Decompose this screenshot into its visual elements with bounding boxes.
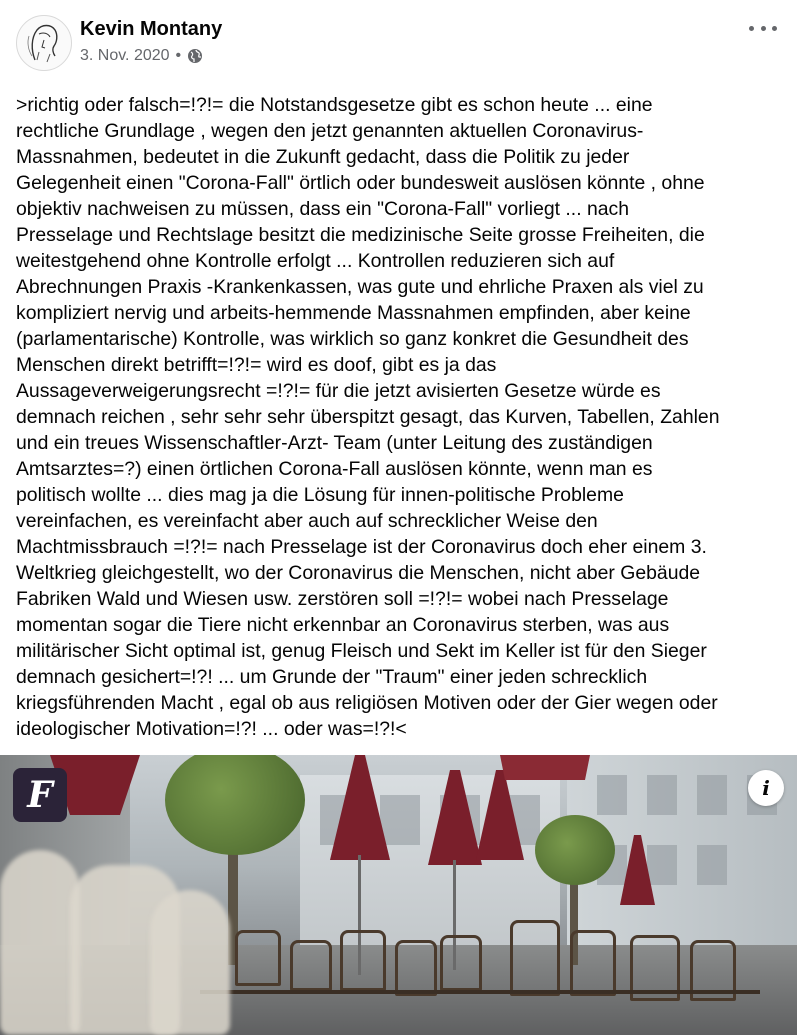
post-meta xyxy=(80,47,203,65)
more-dot xyxy=(772,26,777,31)
post-text-line: >richtig oder falsch=!?!= die Notstandsgesetze gibt es schon heute ... eine xyxy=(16,94,653,116)
post-text-line: und ein treues Wissenschaftler-Arzt- Team (unter Leitung des zuständigen xyxy=(16,432,653,454)
chair xyxy=(440,935,482,991)
post-header xyxy=(0,0,797,80)
post-text-line: demnach reichen , sehr sehr sehr überspitzt gesagt, das Kurven, Tabellen, Zahlen xyxy=(16,406,720,428)
post-text-line: (parlamentarische) Kontrolle, was wirklich so ganz konkret die Gesundheit des xyxy=(16,328,689,350)
umbrella xyxy=(615,835,660,915)
meta-separator: • xyxy=(175,47,182,64)
post-text xyxy=(16,92,786,742)
chair xyxy=(395,940,437,996)
blurred-chair xyxy=(0,850,80,1035)
more-dot xyxy=(749,26,754,31)
post-text-line: momentan sogar die Tiere nicht erkennbar an Coronavirus sterben, was aus xyxy=(16,614,670,636)
chair xyxy=(235,930,281,986)
post-text-line: objektiv nachweisen zu müssen, dass ein "Corona-Fall" vorliegt ... nach xyxy=(16,198,630,220)
post-text-line: ideologischer Motivation=!?! ... oder was=!?!< xyxy=(16,718,407,740)
post-text-line: Aussageverweigerungsrecht =!?!= für die jetzt avisierten Gesetze würde es xyxy=(16,380,661,402)
publisher-badge[interactable]: F xyxy=(13,768,67,822)
tree xyxy=(535,815,615,885)
tree xyxy=(165,755,305,855)
post-text-line: militärischer Sicht optimal ist, genug Fleisch und Sekt im Keller ist für den Sieger xyxy=(16,640,707,662)
blurred-chair xyxy=(150,890,230,1035)
avatar[interactable] xyxy=(16,15,72,71)
awning xyxy=(500,755,590,785)
post-text-line: kriegsführenden Macht , egal ob aus religiösen Motiven oder der Gier wegen oder xyxy=(16,692,718,714)
more-dot xyxy=(761,26,766,31)
post-text-line: Amtsarztes=?) einen örtlichen Corona-Fall auslösen könnte, wenn man es xyxy=(16,458,653,480)
table-edge xyxy=(200,990,760,994)
post-text-line: kompliziert nervig und arbeits-hemmende Massnahmen empfinden, aber keine xyxy=(16,302,691,324)
author-name[interactable]: Kevin Montany xyxy=(80,18,223,40)
info-button[interactable]: i xyxy=(748,770,784,806)
chair xyxy=(340,930,386,991)
post-text-line: Gelegenheit einen "Corona-Fall" örtlich oder bundesweit auslösen könnte , ohne xyxy=(16,172,705,194)
post-date[interactable]: 3. Nov. 2020 xyxy=(80,47,170,64)
post-text-line: Presselage und Rechtslage besitzt die medizinische Seite grosse Freiheiten, die xyxy=(16,224,705,246)
post-text-line: Abrechnungen Praxis -Krankenkassen, was gute und ehrliche Praxen als viel zu xyxy=(16,276,704,298)
post-text-line: weitestgehend ohne Kontrolle erfolgt ... Kontrollen reduzieren sich auf xyxy=(16,250,615,272)
globe-icon[interactable] xyxy=(187,48,203,64)
link-preview-image[interactable] xyxy=(0,755,797,1035)
post-text-line: Massnahmen, bedeutet in die Zukunft gedacht, dass die Politik zu jeder xyxy=(16,146,630,168)
post-text-line: Menschen direkt betrifft=!?!= wird es doof, gibt es ja das xyxy=(16,354,497,376)
more-options-icon[interactable] xyxy=(749,18,777,38)
post-text-line: Fabriken Wald und Wiesen usw. zerstören soll =!?!= wobei nach Presselage xyxy=(16,588,669,610)
chair xyxy=(510,920,560,996)
post-text-line: Machtmissbrauch =!?!= nach Presselage ist der Coronavirus doch eher einem 3. xyxy=(16,536,707,558)
chair xyxy=(290,940,332,991)
post-text-line: politisch wollte ... dies mag ja die Lösung für innen-politische Probleme xyxy=(16,484,624,506)
post-text-line: Weltkrieg gleichgestellt, wo der Coronavirus die Menschen, nicht aber Gebäude xyxy=(16,562,701,584)
umbrella xyxy=(470,770,530,875)
avatar-sketch-icon xyxy=(17,16,71,70)
post-text-line: vereinfachen, es vereinfacht aber auch auf schrecklicher Weise den xyxy=(16,510,598,532)
post-text-line: rechtliche Grundlage , wegen den jetzt genannten aktuellen Coronavirus- xyxy=(16,120,644,142)
post-text-line: demnach gesichert=!?! ... um Grunde der "Traum" einer jeden schrecklich xyxy=(16,666,648,688)
chair xyxy=(570,930,616,996)
